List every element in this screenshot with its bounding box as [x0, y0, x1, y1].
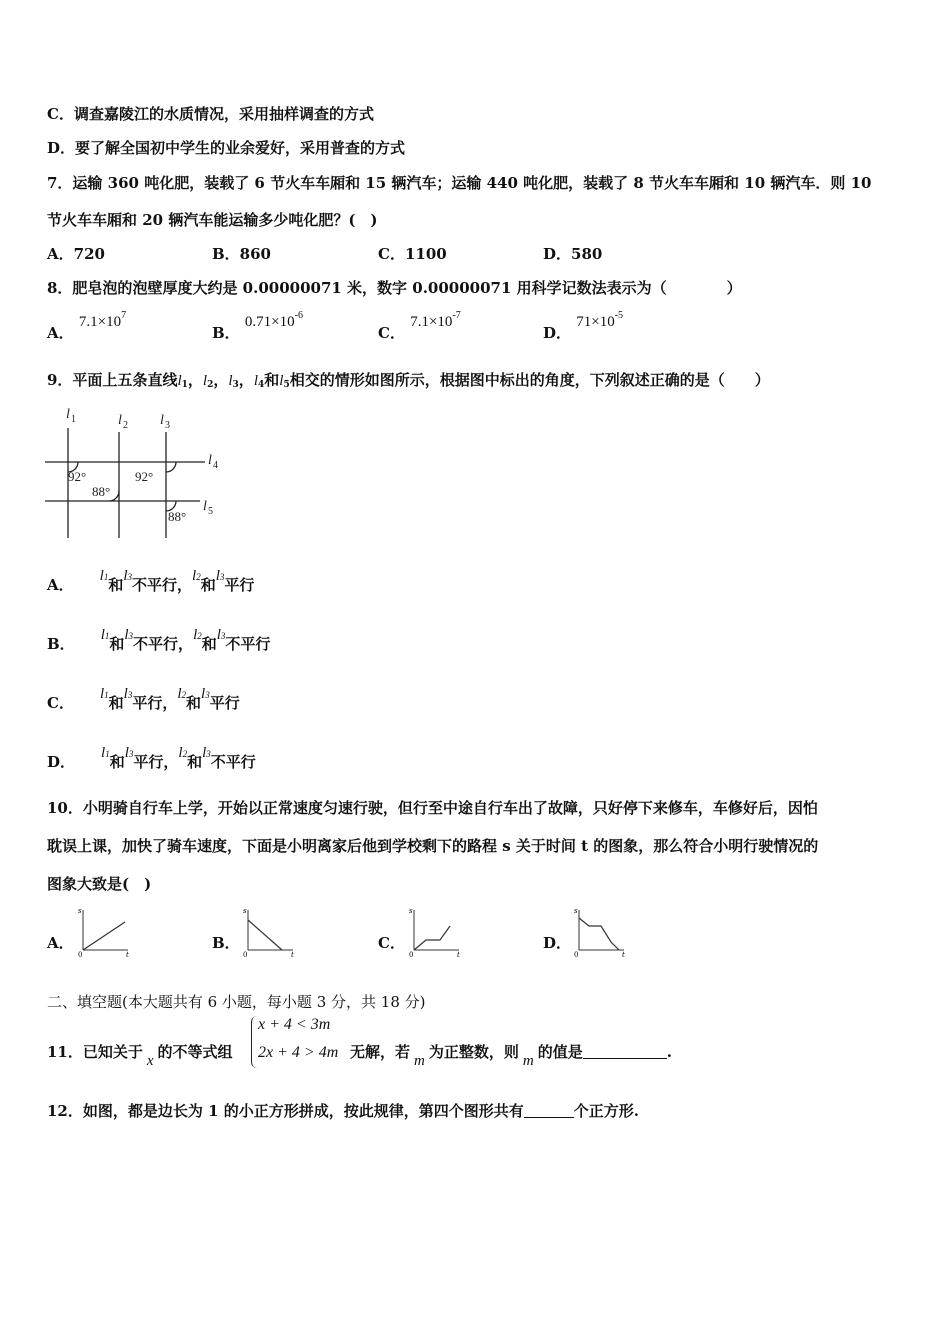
angle-88-right: 88° [168, 509, 187, 524]
q9-l-letter: l [99, 686, 105, 702]
q9-l-letter: l [99, 568, 104, 584]
label-l5: l [203, 499, 207, 514]
q9-option-a-r1: 不平行， [132, 576, 193, 594]
q9-l-letter: l [177, 373, 182, 389]
q9-idx: 2 [196, 572, 201, 582]
q9-option-d-label: D． [47, 753, 76, 771]
q11-var-x: x [146, 1053, 154, 1069]
q9-option-b-r1: 不平行， [133, 635, 194, 653]
q7-stem-line1: 7．运输 360 吨化肥，装载了 6 节火车车厢和 15 辆汽车；运输 440 吨化肥，装载了 8 节火车车厢和 10 辆汽车．则 10 [47, 174, 872, 192]
q10-graph-a [73, 906, 133, 962]
q9-l-letter: l [279, 373, 284, 389]
q9-and: 和 [201, 635, 217, 653]
q9-l-letter: l [123, 686, 128, 702]
q9-l-letter: l [192, 568, 197, 584]
angle-88-left: 88° [92, 484, 111, 499]
q11-stem [47, 1041, 233, 1069]
angle-92-left: 92° [68, 469, 87, 484]
label-l3: l [160, 413, 164, 428]
q11-inequality-1: x + 4 < 3m [258, 1016, 331, 1033]
q9-and: 和 [186, 694, 202, 712]
q9-option-d-r1: 平行， [133, 753, 179, 771]
q9-idx: 1 [104, 631, 110, 641]
q11-var-m: m [522, 1053, 534, 1069]
label-l1-sub: 1 [71, 414, 76, 425]
q11-var-m: m [414, 1053, 425, 1069]
q9-idx: 3 [232, 380, 239, 390]
q9-idx: 2 [182, 749, 188, 759]
q10-option-c-label: C． [378, 934, 405, 952]
q9-idx: 1 [104, 690, 109, 700]
q9-l-letter: l [202, 373, 208, 389]
q9-option-c-label: C． [47, 694, 74, 712]
q9-idx: 3 [206, 749, 211, 759]
q8-option-a-exp: 7 [121, 310, 127, 321]
q9-option-d [47, 745, 256, 772]
q11-part6: . [666, 1043, 672, 1061]
q9-idx: 2 [197, 631, 202, 641]
q10-option-b-label: B． [212, 934, 240, 952]
q9-l-letter: l [124, 745, 129, 761]
q8-option-d-label: D． [543, 324, 572, 342]
q8-option-b-label: B． [212, 324, 240, 342]
q9-l-letter: l [228, 373, 233, 389]
q9-idx: 3 [127, 690, 133, 700]
q7-option-d: D．580 [543, 245, 603, 263]
q9-and: 和 [108, 576, 124, 594]
q9-idx: 2 [181, 690, 186, 700]
q9-and: 和 [264, 371, 280, 389]
q9-option-b-r2: 不平行 [225, 635, 271, 653]
q10-graph-c [404, 906, 464, 962]
q9-sep: ， [187, 371, 203, 389]
q9-lines-figure [40, 400, 240, 549]
q9-idx: 1 [181, 380, 188, 390]
q9-l-letter: l [202, 745, 207, 761]
q9-idx: 3 [205, 690, 210, 700]
q9-l-letter: l [215, 568, 220, 584]
q9-option-b-label: B． [47, 635, 75, 653]
q9-l-letter: l [178, 745, 183, 761]
q9-idx: 3 [128, 749, 134, 759]
q9-l-letter: l [216, 627, 221, 643]
q12-answer-blank[interactable] [524, 1117, 574, 1118]
q7-stem-line2: 节火车车厢和 20 辆汽车能运输多少吨化肥？( ) [47, 211, 378, 229]
q9-idx: 3 [220, 631, 226, 641]
q8-option-c-exp: -7 [452, 310, 461, 321]
q8-option-c-label: C． [378, 324, 405, 342]
q9-idx: 2 [207, 380, 214, 390]
q9-idx: 3 [127, 572, 132, 582]
q11-part4: 为正整数，则 [428, 1043, 519, 1061]
q12-part2: 个正方形. [573, 1102, 639, 1120]
q9-l-letter: l [253, 373, 258, 389]
q9-option-c-r1: 平行， [132, 694, 178, 712]
axis-origin-label: 0 [78, 951, 83, 958]
q8-option-b-base: 0.71×10 [244, 314, 295, 330]
axis-s-label: s [243, 907, 247, 915]
q7-option-c: C．1100 [378, 245, 447, 263]
q9-idx: 1 [103, 572, 109, 582]
q9-l-letter: l [193, 627, 198, 643]
q11-part1: 11．已知关于 [47, 1043, 143, 1061]
angle-92-right: 92° [135, 469, 154, 484]
axis-s-label: s [409, 907, 413, 915]
label-l2-sub: 2 [123, 420, 128, 431]
q9-option-a [47, 568, 255, 595]
q9-option-d-r2: 不平行 [210, 753, 256, 771]
axis-t-label: t [457, 951, 460, 958]
q9-l-letter: l [123, 568, 128, 584]
label-l3-sub: 3 [165, 420, 170, 431]
q9-option-c [47, 686, 240, 713]
q9-option-a-r2: 平行 [224, 576, 255, 594]
q11-stem-cont [350, 1041, 672, 1069]
q6-option-d: D．要了解全国初中学生的业余爱好，采用普查的方式 [47, 139, 406, 157]
section-2-title: 二、填空题(本大题共有 6 小题，每小题 3 分，共 18 分) [47, 993, 426, 1011]
q8-option-d-exp: -5 [614, 310, 624, 321]
q8-option-c-base: 7.1×10 [410, 314, 453, 330]
q9-l-letter: l [101, 745, 106, 761]
q9-l-letter: l [201, 686, 206, 702]
q9-l-letter: l [177, 686, 182, 702]
q8-option-a-base: 7.1×10 [78, 314, 122, 330]
q11-inequality-2: 2x + 4 > 4m [258, 1044, 339, 1061]
q10-stem-line2: 耽误上课，加快了骑车速度，下面是小明离家后他到学校剩下的路程 s 关于时间 t 的图象，那么符合小明行驶情况的 [47, 837, 819, 855]
q8-option-a [47, 310, 127, 343]
axis-origin-label: 0 [243, 951, 248, 958]
label-l5-sub: 5 [208, 506, 213, 517]
q11-part2: 的不等式组 [157, 1043, 233, 1061]
axis-t-label: t [622, 951, 625, 958]
q9-stem-end: 相交的情形如图所示，根据图中标出的角度，下列叙述正确的是（ ） [289, 371, 770, 389]
label-l4-sub: 4 [213, 460, 218, 471]
q9-idx: 4 [257, 380, 265, 390]
q9-stem [47, 369, 770, 390]
q8-option-d [543, 310, 624, 343]
q9-idx: 3 [219, 572, 225, 582]
q7-option-a: A．720 [47, 245, 105, 263]
axis-origin-label: 0 [574, 951, 579, 958]
q9-sep: ， [238, 371, 254, 389]
q10-option-d-label: D． [543, 934, 572, 952]
axis-origin-label: 0 [409, 951, 414, 958]
q10-stem-line1: 10．小明骑自行车上学，开始以正常速度匀速行驶，但行至中途自行车出了故障，只好停下来修车，车修好后，因怕 [47, 799, 818, 817]
q9-idx: 5 [283, 380, 290, 390]
q8-option-c [378, 310, 461, 343]
axis-s-label: s [78, 907, 82, 915]
label-l2: l [118, 413, 122, 428]
q9-idx: 3 [128, 631, 134, 641]
q9-option-a-label: A． [47, 576, 74, 594]
axis-t-label: t [291, 951, 294, 958]
q9-and: 和 [108, 694, 124, 712]
q9-idx: 1 [105, 749, 110, 759]
axis-s-label: s [574, 907, 578, 915]
label-l1: l [66, 407, 70, 422]
q10-option-a-label: A． [47, 934, 74, 952]
arc-92-right [166, 462, 176, 472]
q8-option-a-label: A． [47, 324, 74, 342]
q9-stem-start: 9．平面上五条直线 [47, 371, 178, 389]
q12-stem [47, 1100, 639, 1121]
q8-option-d-base: 71×10 [576, 314, 615, 330]
q9-and: 和 [187, 753, 203, 771]
q9-and: 和 [109, 753, 125, 771]
q9-and: 和 [109, 635, 125, 653]
q8-option-b-exp: -6 [294, 310, 303, 321]
q9-l-letter: l [100, 627, 105, 643]
q11-part3: 无解，若 [350, 1043, 411, 1061]
q9-option-c-r2: 平行 [209, 694, 240, 712]
q12-part1: 12．如图，都是边长为 1 的小正方形拼成，按此规律，第四个图形共有 [47, 1102, 524, 1120]
q11-answer-blank[interactable] [583, 1058, 667, 1059]
q9-l-letter: l [124, 627, 129, 643]
q9-sep: ， [213, 371, 229, 389]
q8-stem: 8．肥皂泡的泡壁厚度大约是 0.00000071 米，数字 0.00000071 用科学记数法表示为（ ） [47, 279, 742, 297]
q9-and: 和 [200, 576, 216, 594]
label-l4: l [208, 453, 212, 468]
axis-t-label: t [126, 951, 129, 958]
q8-option-b [212, 310, 303, 343]
q7-option-b: B．860 [212, 245, 271, 263]
q6-option-c: C．调查嘉陵江的水质情况，采用抽样调查的方式 [47, 105, 374, 123]
q10-graph-b [238, 906, 298, 962]
q11-part5: 的值是 [537, 1043, 583, 1061]
arc-88-left [109, 491, 119, 501]
q10-stem-line3: 图象大致是( ) [47, 875, 152, 893]
q9-option-b [47, 627, 271, 654]
q10-graph-d [569, 906, 629, 962]
